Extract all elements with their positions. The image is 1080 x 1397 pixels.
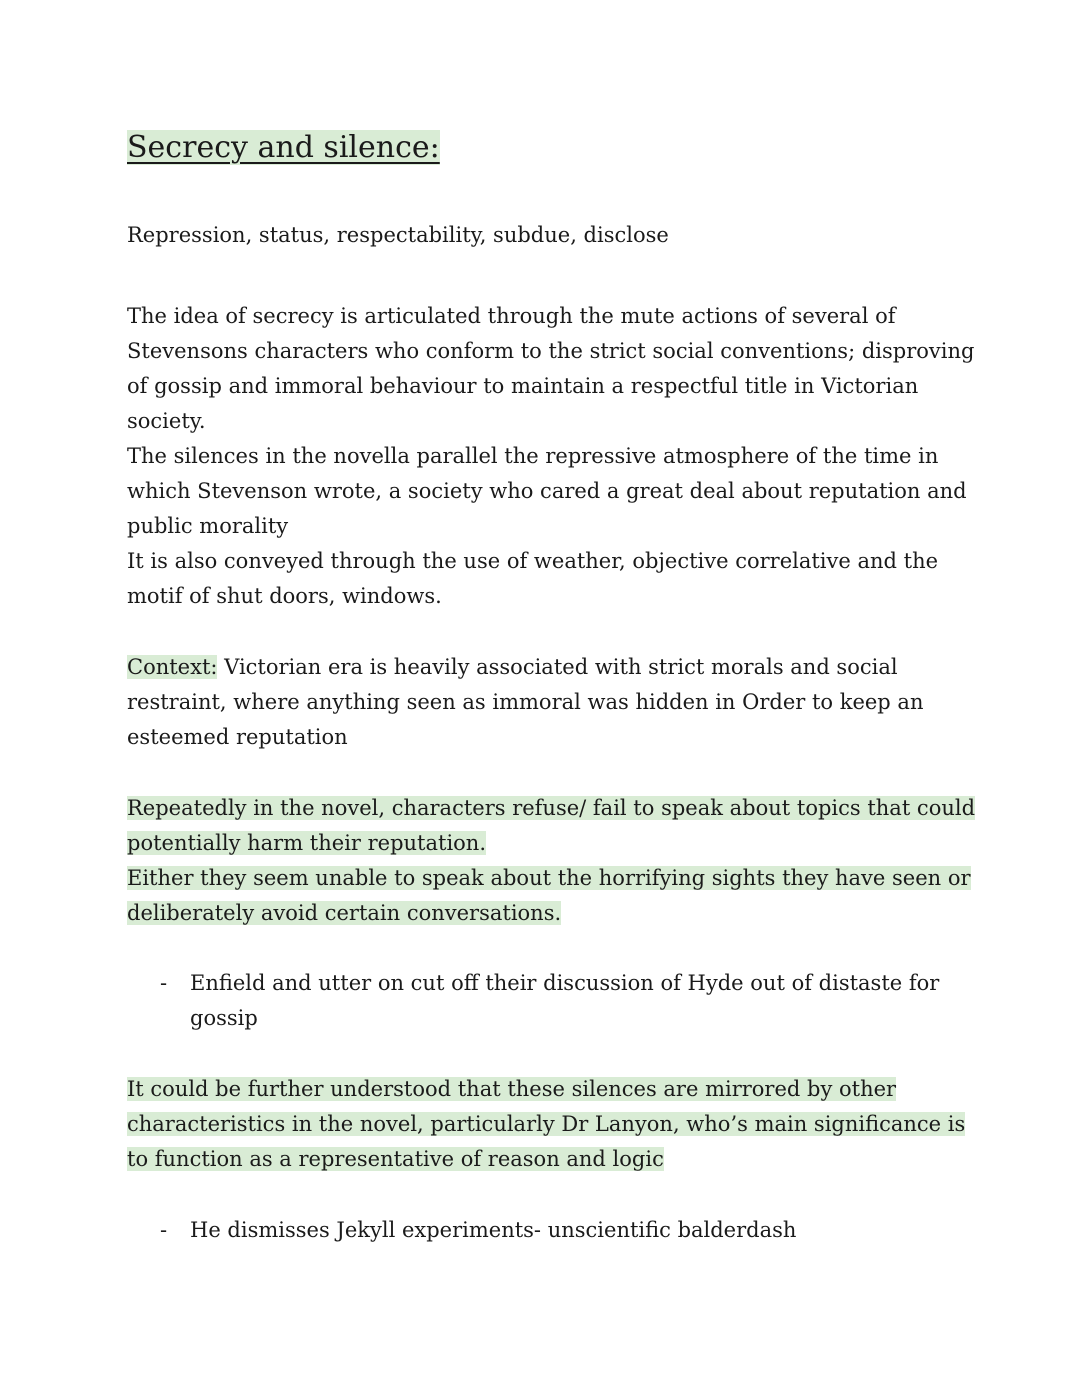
intro-line: society. [127,409,206,433]
highlighted-line: Either they seem unable to speak about the horrifying sights they have seen or [127,866,971,890]
intro-line: motif of shut doors, windows. [127,584,442,608]
bullet-dash: - [160,971,168,995]
bullet-line: Enfield and utter on cut off their discussion of Hyde out of distaste for [190,971,940,995]
intro-line: which Stevenson wrote, a society who cared a great deal about reputation and [127,479,967,503]
context-text: Victorian era is heavily associated with strict morals and social [217,655,898,679]
intro-line: public morality [127,514,289,538]
bullet-line: gossip [190,1006,258,1030]
context-line: restraint, where anything seen as immoral was hidden in Order to keep an [127,690,924,714]
highlighted-line: potentially harm their reputation. [127,831,487,855]
keywords-line [127,218,957,253]
highlighted-line: Repeatedly in the novel, characters refuse/ fail to speak about topics that could [127,796,976,820]
context-line [127,650,957,685]
highlighted-line: to function as a representative of reason and logic [127,1147,664,1171]
highlighted-line: It could be further understood that these silences are mirrored by other [127,1077,897,1101]
bullet-dash: - [160,1218,168,1242]
intro-line: The idea of secrecy is articulated through the mute actions of several of [127,304,896,328]
intro-line: of gossip and immoral behaviour to maintain a respectful title in Victorian [127,374,919,398]
highlighted-paragraph-reputation [127,791,976,931]
bullet-line: He dismisses Jekyll experiments- unscientific balderdash [190,1218,797,1242]
heading-text: Secrecy and silence: [127,130,440,165]
intro-line: The silences in the novella parallel the repressive atmosphere of the time in [127,444,939,468]
keywords-text: Repression, status, respectability, subdue, disclose [127,223,669,247]
intro-line: Stevensons characters who conform to the strict social conventions; disproving [127,339,975,363]
highlighted-paragraph-lanyon [127,1072,966,1177]
highlighted-line: deliberately avoid certain conversations. [127,901,562,925]
intro-paragraph [127,299,975,614]
bullet-text [190,966,950,1036]
context-label: Context: [127,655,218,679]
intro-line: It is also conveyed through the use of weather, objective correlative and the [127,549,939,573]
highlighted-line: characteristics in the novel, particularly Dr Lanyon, who’s main significance is [127,1112,966,1136]
bullet-text [190,1213,950,1248]
context-paragraph [127,650,957,755]
context-line: esteemed reputation [127,725,348,749]
heading [127,126,440,170]
